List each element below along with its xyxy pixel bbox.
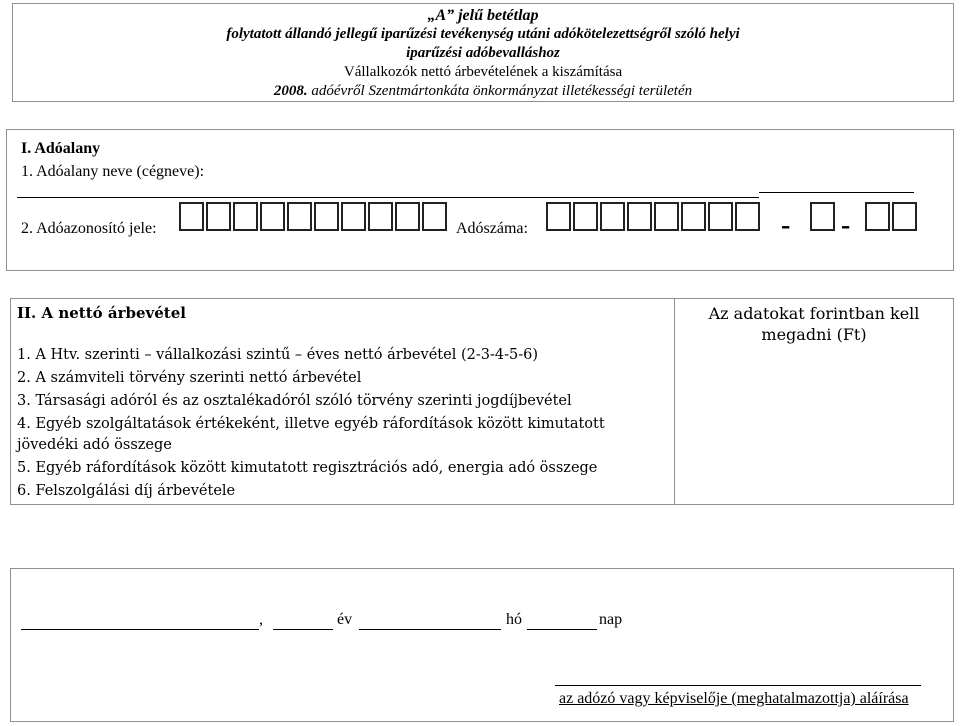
signature-section bbox=[10, 568, 954, 722]
tax-year: 2008. bbox=[273, 83, 312, 99]
tax-number-separator-2: - bbox=[841, 210, 851, 241]
tax-number-county-code-box-2[interactable] bbox=[892, 202, 917, 231]
tax-number-digit-box-5[interactable] bbox=[654, 202, 679, 231]
form-subtitle-1: folytatott állandó jellegű iparűzési tevékenység utáni adókötelezettségről szóló helyi bbox=[226, 26, 740, 42]
tax-id-digit-box-4[interactable] bbox=[260, 202, 285, 231]
tax-id-digit-box-3[interactable] bbox=[233, 202, 258, 231]
year-field[interactable] bbox=[273, 629, 333, 630]
form-subtitle-2: iparűzési adóbevalláshoz bbox=[406, 45, 560, 61]
revenue-row-4-cont: jövedéki adó összege bbox=[17, 437, 172, 453]
year-label: év bbox=[337, 611, 353, 628]
form-subtitle-3: Vállalkozók nettó árbevételének a kiszámítása bbox=[343, 64, 623, 80]
tax-id-digit-box-5[interactable] bbox=[287, 202, 312, 231]
tax-id-digit-box-9[interactable] bbox=[395, 202, 420, 231]
tax-number-digit-box-1[interactable] bbox=[546, 202, 571, 231]
revenue-row-5: 5. Egyéb ráfordítások között kimutatott regisztrációs adó, energia adó összege bbox=[17, 460, 598, 476]
tax-id-digit-box-6[interactable] bbox=[314, 202, 339, 231]
tax-year-area: adóévről Szentmártonkáta önkormányzat illetékességi területén bbox=[311, 83, 693, 99]
revenue-row-3: 3. Társasági adóról és az osztalékadóról szóló törvény szerinti jogdíjbevétel bbox=[17, 393, 572, 409]
form-header bbox=[12, 3, 954, 102]
tax-number-separator-1: - bbox=[781, 210, 791, 241]
amount-column-header: Az adatokat forintban kell megadni (Ft) bbox=[708, 304, 920, 344]
place-field[interactable] bbox=[21, 629, 259, 630]
taxpayer-section bbox=[6, 129, 954, 271]
tax-number-digit-box-3[interactable] bbox=[600, 202, 625, 231]
net-revenue-items bbox=[11, 299, 675, 504]
tax-number-digit-box-4[interactable] bbox=[627, 202, 652, 231]
revenue-row-6: 6. Felszolgálási díj árbevétele bbox=[17, 483, 236, 499]
tax-number-label: Adószáma: bbox=[456, 220, 528, 237]
comma: , bbox=[259, 611, 263, 628]
net-revenue-section bbox=[10, 298, 954, 505]
tax-id-digit-box-2[interactable] bbox=[206, 202, 231, 231]
signer-label: az adózó vagy képviselője (meghatalmazottja) aláírása bbox=[559, 690, 909, 707]
form-title: „A” jelű betétlap bbox=[427, 7, 539, 24]
revenue-row-1: 1. A Htv. szerinti – vállalkozási szintű – éves nettó árbevétel (2-3-4-5-6) bbox=[17, 347, 538, 363]
tax-id-digit-box-10[interactable] bbox=[422, 202, 447, 231]
form-subtitle-4 bbox=[13, 82, 953, 101]
taxpayer-section-title: I. Adóalany bbox=[21, 140, 101, 157]
month-label: hó bbox=[506, 611, 522, 628]
tax-number-digit-box-8[interactable] bbox=[735, 202, 760, 231]
month-field[interactable] bbox=[359, 629, 501, 630]
tax-id-label: 2. Adóazonosító jele: bbox=[21, 220, 157, 237]
taxpayer-name-field[interactable] bbox=[17, 197, 759, 198]
net-revenue-title: II. A nettó árbevétel bbox=[17, 304, 186, 322]
tax-number-digit-box-2[interactable] bbox=[573, 202, 598, 231]
day-label: nap bbox=[599, 611, 623, 628]
tax-number-digit-box-6[interactable] bbox=[681, 202, 706, 231]
signature-field[interactable] bbox=[555, 685, 921, 686]
tax-number-county-code-box-1[interactable] bbox=[865, 202, 890, 231]
tax-number-digit-box-7[interactable] bbox=[708, 202, 733, 231]
day-field[interactable] bbox=[527, 629, 597, 630]
taxpayer-name-field-continued[interactable] bbox=[759, 192, 914, 193]
revenue-row-4: 4. Egyéb szolgáltatások értékeként, illetve egyéb ráfordítások között kimutatott bbox=[17, 416, 605, 432]
revenue-row-2: 2. A számviteli törvény szerinti nettó árbevétel bbox=[17, 370, 362, 386]
tax-id-digit-box-8[interactable] bbox=[368, 202, 393, 231]
tax-id-digit-box-1[interactable] bbox=[179, 202, 204, 231]
tax-id-digit-box-7[interactable] bbox=[341, 202, 366, 231]
taxpayer-name-label: 1. Adóalany neve (cégneve): bbox=[21, 163, 205, 180]
tax-number-vat-code-box-1[interactable] bbox=[810, 202, 835, 231]
